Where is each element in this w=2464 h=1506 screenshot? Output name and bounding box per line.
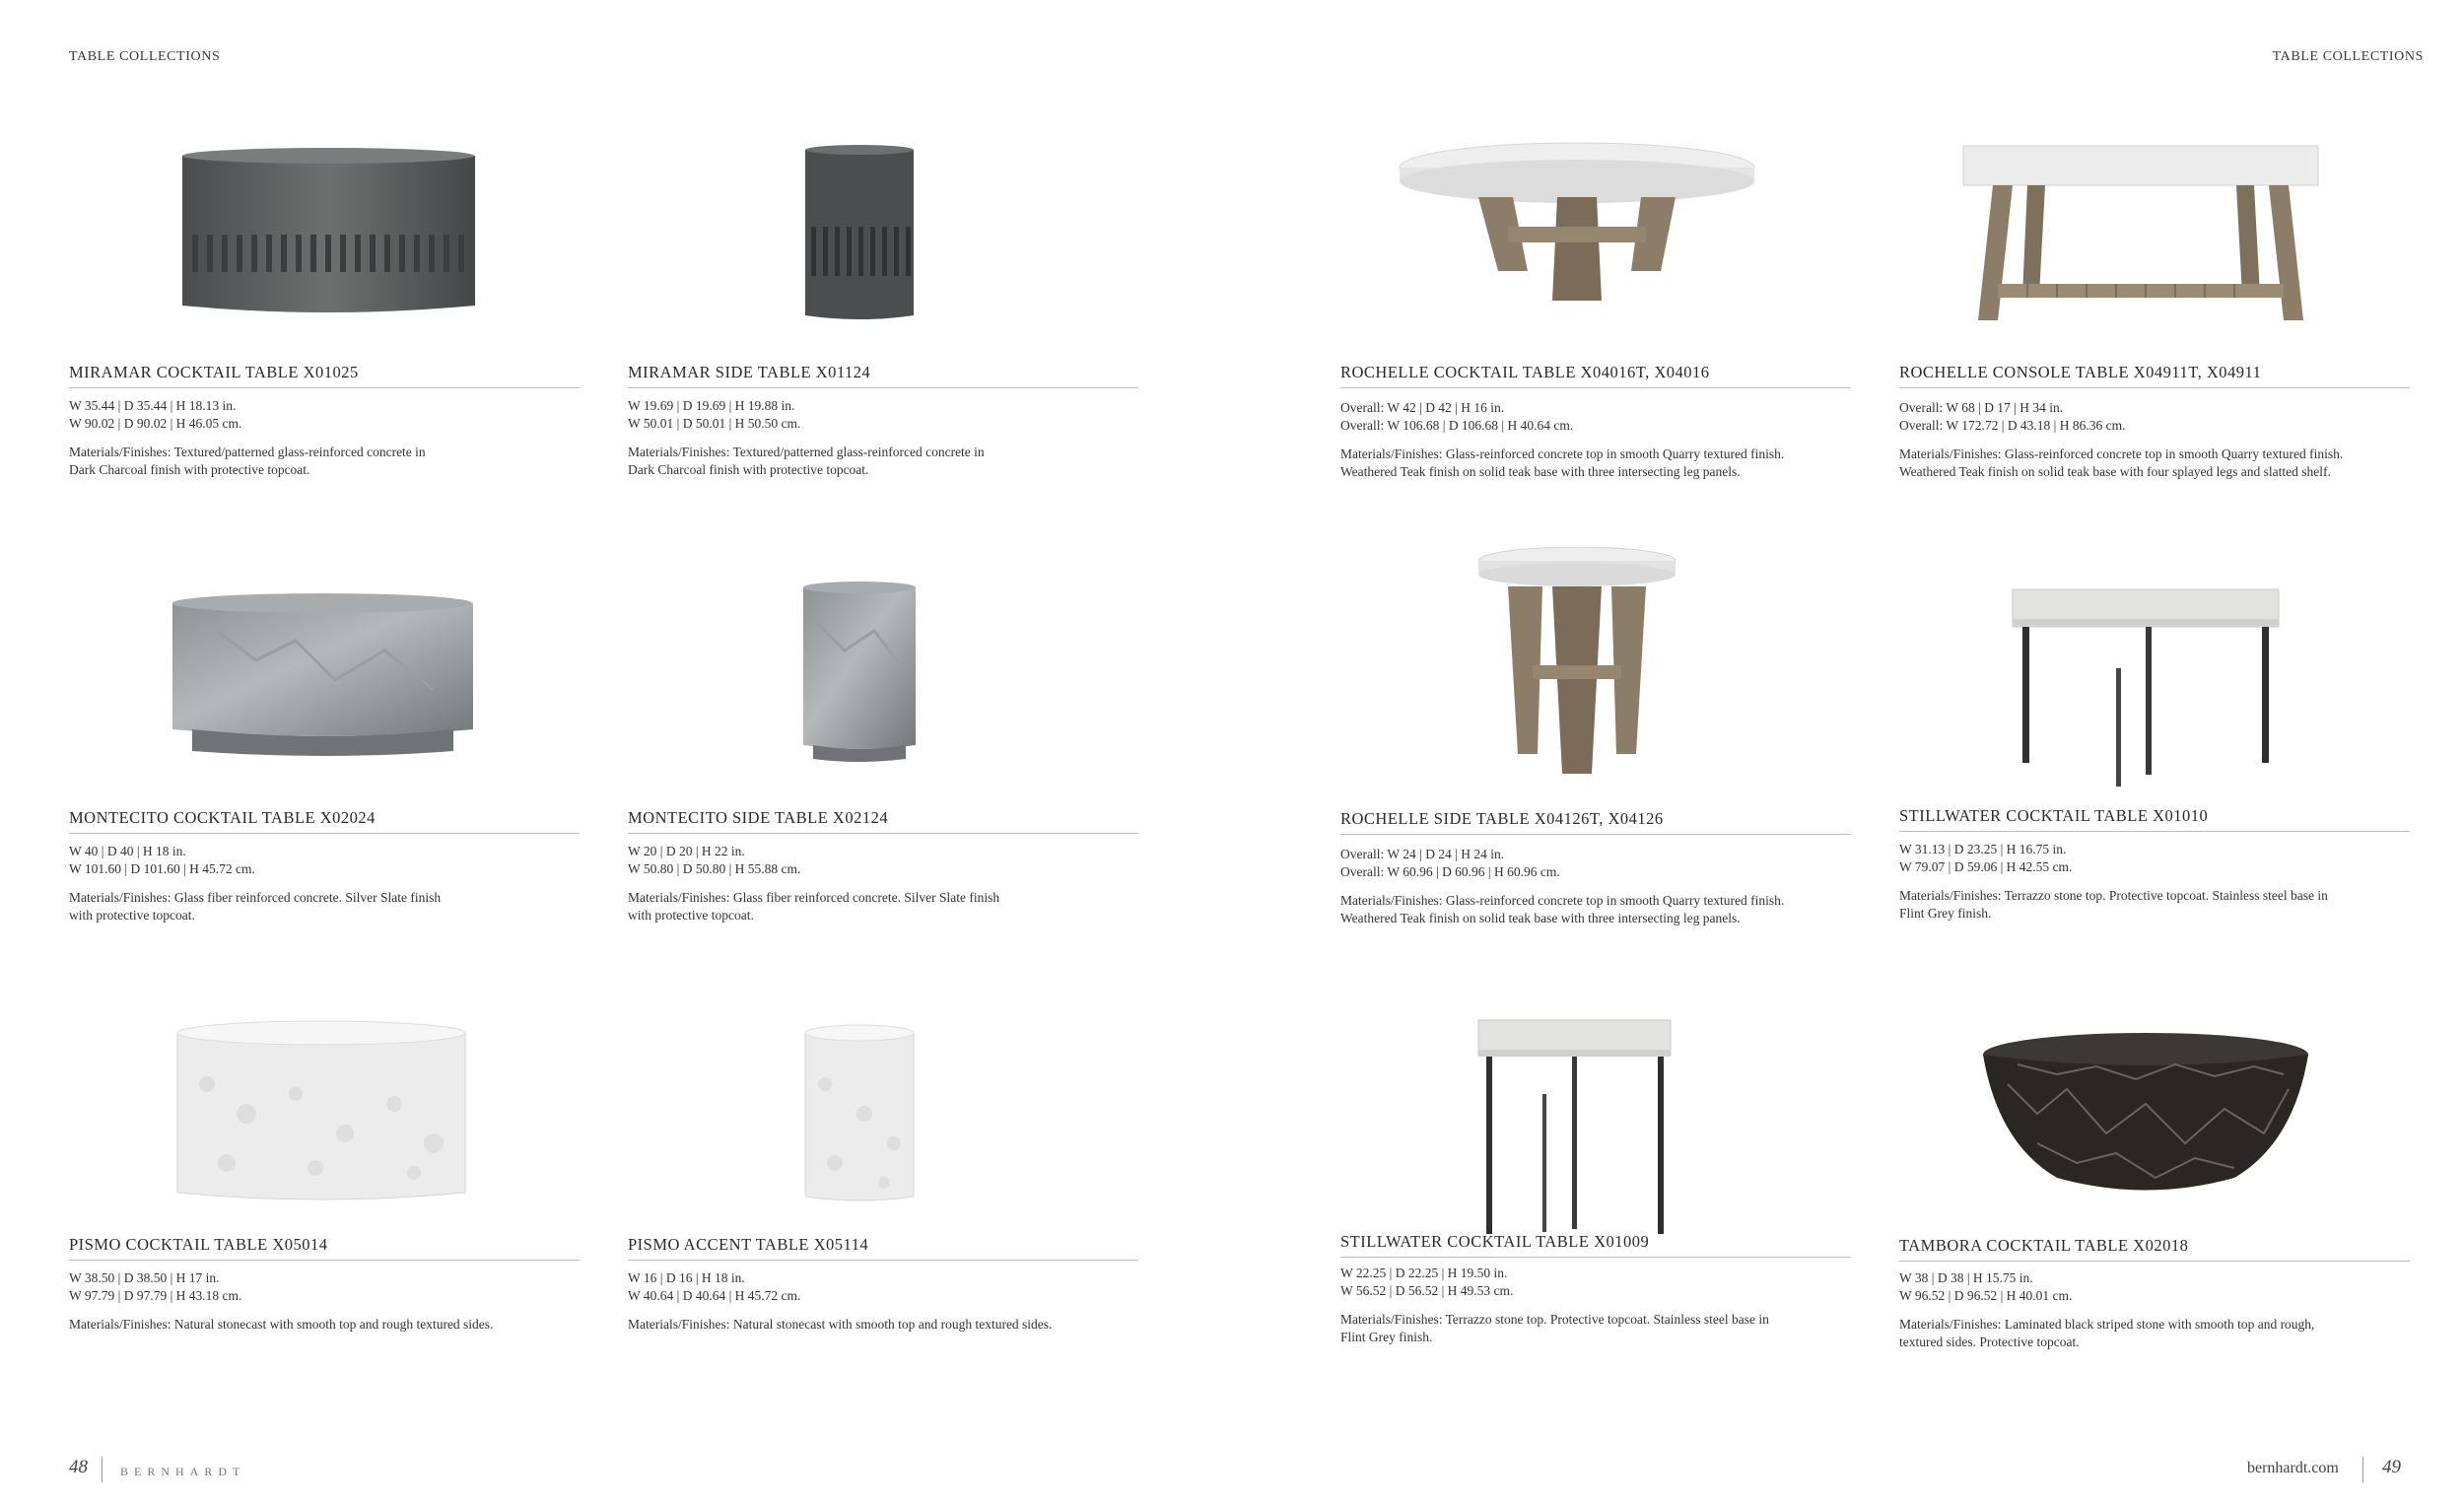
- materials-line-2: Weathered Teak finish on solid teak base with three intersecting leg panels.: [1340, 911, 1741, 925]
- materials-line-1: Materials/Finishes: Glass fiber reinforced concrete. Silver Slate finish: [628, 890, 1000, 905]
- materials-line-2: Weathered Teak finish on solid teak base with three intersecting leg panels.: [1340, 464, 1741, 479]
- materials-line-1: Materials/Finishes: Terrazzo stone top. Protective topcoat. Stainless steel base in: [1899, 888, 2328, 903]
- running-head-right: TABLE COLLECTIONS: [2272, 49, 2424, 64]
- dimensions-inches: W 16 | D 16 | H 18 in.: [628, 1270, 745, 1285]
- materials-line-2: Weathered Teak finish on solid teak base with four splayed legs and slatted shelf.: [1899, 464, 2331, 479]
- dimensions-inches: W 40 | D 40 | H 18 in.: [69, 844, 186, 858]
- pismo-accent-table-icon: [628, 995, 1138, 1242]
- dimensions-inches: Overall: W 42 | D 42 | H 16 in.: [1340, 400, 1505, 415]
- dimensions-cm: W 97.79 | D 97.79 | H 43.18 cm.: [69, 1288, 242, 1303]
- product-title: MIRAMAR SIDE TABLE X01124: [628, 363, 1138, 388]
- montecito-cocktail-table-icon: [69, 562, 580, 808]
- materials-line-1: Materials/Finishes: Textured/patterned glass-reinforced concrete in: [69, 445, 426, 459]
- dimensions-inches: W 38 | D 38 | H 15.75 in.: [1899, 1270, 2033, 1285]
- materials-line-1: Materials/Finishes: Glass-reinforced concrete top in smooth Quarry textured finish.: [1340, 893, 1785, 908]
- materials-line-1: Materials/Finishes: Glass fiber reinforced concrete. Silver Slate finish: [69, 890, 442, 905]
- stillwater-side-table-icon: [1340, 995, 1851, 1242]
- dimensions-inches: W 38.50 | D 38.50 | H 17 in.: [69, 1270, 220, 1285]
- dimensions-cm: W 90.02 | D 90.02 | H 46.05 cm.: [69, 416, 242, 431]
- page-number-left: 48: [69, 1457, 88, 1477]
- product-title: TAMBORA COCKTAIL TABLE X02018: [1899, 1236, 2410, 1262]
- stillwater-cocktail-table-icon: [1899, 562, 2410, 808]
- dimensions-inches: W 31.13 | D 23.25 | H 16.75 in.: [1899, 842, 2067, 856]
- materials-line-2: Flint Grey finish.: [1340, 1330, 1433, 1344]
- product-title: STILLWATER COCKTAIL TABLE X01009: [1340, 1232, 1851, 1258]
- materials-line-2: textured sides. Protective topcoat.: [1899, 1335, 2080, 1349]
- dimensions-cm: W 50.80 | D 50.80 | H 55.88 cm.: [628, 861, 801, 876]
- website-link[interactable]: bernhardt.com: [2247, 1460, 2339, 1476]
- materials-line-1: Materials/Finishes: Laminated black striped stone with smooth top and rough,: [1899, 1317, 2315, 1332]
- materials-line-1: Materials/Finishes: Natural stonecast with smooth top and rough textured sides.: [628, 1317, 1053, 1332]
- materials-line-2: with protective topcoat.: [628, 908, 754, 923]
- materials-line-2: Dark Charcoal finish with protective topcoat.: [69, 462, 310, 477]
- materials-line-1: Materials/Finishes: Natural stonecast with smooth top and rough textured sides.: [69, 1317, 494, 1332]
- dimensions-cm: W 40.64 | D 40.64 | H 45.72 cm.: [628, 1288, 801, 1303]
- product-title: MIRAMAR COCKTAIL TABLE X01025: [69, 363, 580, 388]
- materials-line-2: Dark Charcoal finish with protective topcoat.: [628, 462, 869, 477]
- dimensions-inches: W 20 | D 20 | H 22 in.: [628, 844, 745, 858]
- rochelle-side-table-icon: [1340, 547, 1851, 793]
- dimensions-cm: Overall: W 172.72 | D 43.18 | H 86.36 cm.: [1899, 418, 2126, 433]
- product-title: MONTECITO SIDE TABLE X02124: [628, 808, 1138, 834]
- dimensions-cm: W 79.07 | D 59.06 | H 42.55 cm.: [1899, 859, 2073, 874]
- dimensions-inches: Overall: W 24 | D 24 | H 24 in.: [1340, 847, 1505, 861]
- brand-wordmark: BERNHARDT: [120, 1465, 246, 1478]
- materials-line-1: Materials/Finishes: Glass-reinforced concrete top in smooth Quarry textured finish.: [1899, 446, 2344, 461]
- product-title: STILLWATER COCKTAIL TABLE X01010: [1899, 806, 2410, 832]
- dimensions-cm: W 96.52 | D 96.52 | H 40.01 cm.: [1899, 1288, 2073, 1303]
- rochelle-cocktail-table-icon: [1340, 118, 1851, 365]
- dimensions-cm: Overall: W 106.68 | D 106.68 | H 40.64 cm.: [1340, 418, 1574, 433]
- dimensions-cm: W 50.01 | D 50.01 | H 50.50 cm.: [628, 416, 801, 431]
- dimensions-inches: W 22.25 | D 22.25 | H 19.50 in.: [1340, 1266, 1508, 1280]
- materials-line-2: Flint Grey finish.: [1899, 906, 1992, 921]
- dimensions-inches: W 35.44 | D 35.44 | H 18.13 in.: [69, 398, 237, 413]
- running-head-left: TABLE COLLECTIONS: [69, 49, 221, 64]
- miramar-cocktail-table-icon: [69, 118, 580, 365]
- dimensions-inches: Overall: W 68 | D 17 | H 34 in.: [1899, 400, 2064, 415]
- dimensions-cm: W 56.52 | D 56.52 | H 49.53 cm.: [1340, 1283, 1514, 1298]
- materials-line-1: Materials/Finishes: Glass-reinforced concrete top in smooth Quarry textured finish.: [1340, 446, 1785, 461]
- product-title: ROCHELLE COCKTAIL TABLE X04016T, X04016: [1340, 363, 1851, 388]
- product-title: PISMO COCKTAIL TABLE X05014: [69, 1235, 580, 1261]
- product-title: MONTECITO COCKTAIL TABLE X02024: [69, 808, 580, 834]
- dimensions-inches: W 19.69 | D 19.69 | H 19.88 in.: [628, 398, 795, 413]
- miramar-side-table-icon: [628, 118, 1138, 365]
- product-title: ROCHELLE CONSOLE TABLE X04911T, X04911: [1899, 363, 2410, 388]
- footer-divider-right: [2362, 1457, 2363, 1482]
- materials-line-1: Materials/Finishes: Terrazzo stone top. Protective topcoat. Stainless steel base in: [1340, 1312, 1769, 1327]
- montecito-side-table-icon: [628, 562, 1138, 808]
- pismo-cocktail-table-icon: [69, 995, 580, 1242]
- materials-line-2: with protective topcoat.: [69, 908, 195, 923]
- dimensions-cm: Overall: W 60.96 | D 60.96 | H 60.96 cm.: [1340, 864, 1560, 879]
- rochelle-console-table-icon: [1899, 118, 2410, 365]
- product-title: ROCHELLE SIDE TABLE X04126T, X04126: [1340, 809, 1851, 835]
- tambora-cocktail-table-icon: [1899, 995, 2410, 1242]
- materials-line-1: Materials/Finishes: Textured/patterned glass-reinforced concrete in: [628, 445, 985, 459]
- footer-divider-left: [102, 1457, 103, 1482]
- page-number-right: 49: [2382, 1457, 2401, 1477]
- dimensions-cm: W 101.60 | D 101.60 | H 45.72 cm.: [69, 861, 255, 876]
- product-title: PISMO ACCENT TABLE X05114: [628, 1235, 1138, 1261]
